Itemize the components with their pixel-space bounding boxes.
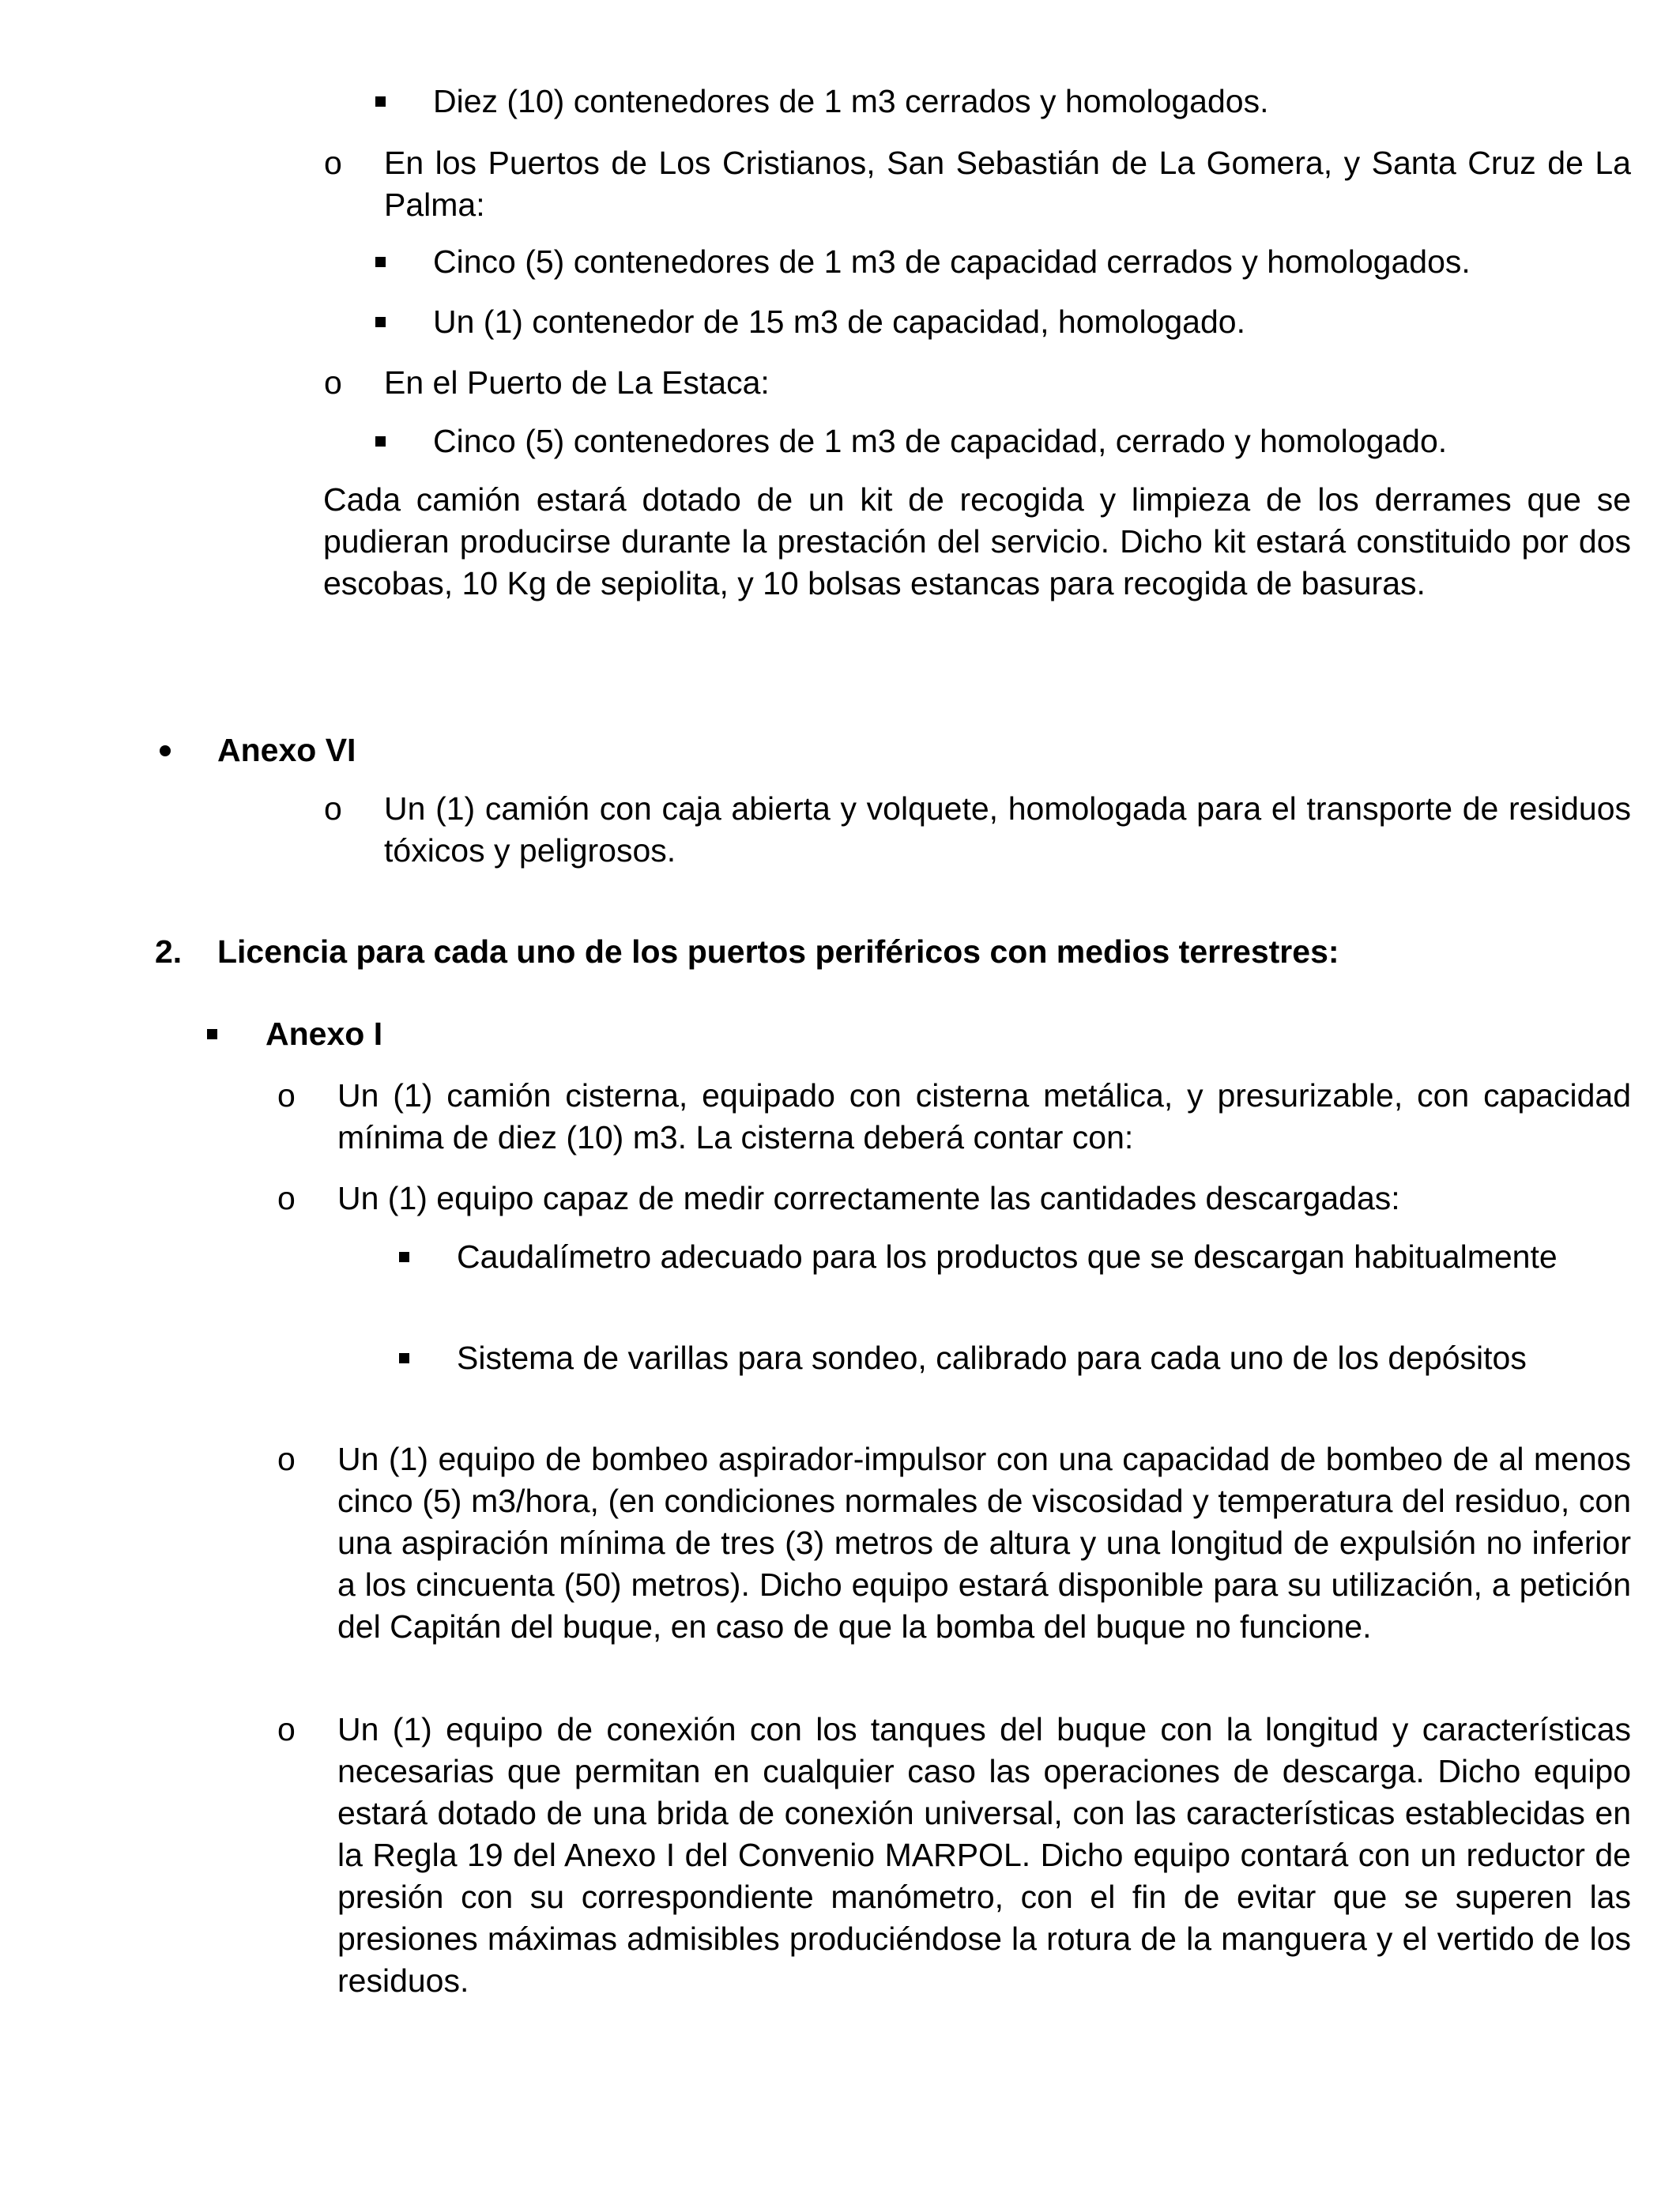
section-number: 2. <box>155 933 183 970</box>
square-bullet-icon <box>375 96 386 107</box>
list-item-varillas: Sistema de varillas para sondeo, calibrado para cada uno de los depósitos <box>457 1340 1527 1376</box>
square-bullet-icon <box>207 1029 217 1039</box>
circle-bullet-marker: o <box>324 790 342 827</box>
heading-anexo-vi: Anexo VI <box>217 732 356 768</box>
list-item-caudalimetro: Caudalímetro adecuado para los productos que se descargan habitualmente <box>457 1238 1558 1275</box>
square-bullet-icon <box>375 257 386 267</box>
heading-anexo-i: Anexo I <box>266 1016 383 1052</box>
circle-bullet-marker: o <box>324 364 342 401</box>
list-item-diez-contenedores: Diez (10) contenedores de 1 m3 cerrados y homologados. <box>433 83 1269 119</box>
list-item-puertos-cristianos: En los Puertos de Los Cristianos, San Sebastián de La Gomera, y Santa Cruz de La Palma: <box>384 145 1631 223</box>
circle-bullet-marker: o <box>277 1077 296 1114</box>
round-bullet-icon <box>160 745 171 756</box>
list-item-cinco-contenedores: Cinco (5) contenedores de 1 m3 de capacidad cerrados y homologados. <box>433 243 1471 280</box>
paragraph-kit-camion: Cada camión estará dotado de un kit de recogida y limpieza de los derrames que se pudieran producirse durante la prestación del servicio. Dicho kit estará constituido por dos escobas, 10 Kg de sepiolita, y 10 bolsas estancas para recogida de basuras. <box>323 481 1631 601</box>
list-item-un-contenedor: Un (1) contenedor de 15 m3 de capacidad, homologado. <box>433 303 1245 340</box>
section-title: Licencia para cada uno de los puertos periféricos con medios terrestres: <box>217 933 1339 970</box>
list-item-puerto-estaca: En el Puerto de La Estaca: <box>384 364 770 401</box>
list-item-camion-volquete: Un (1) camión con caja abierta y volquete, homologada para el transporte de residuos tóxicos y peligrosos. <box>384 790 1631 869</box>
list-item-equipo-conexion: Un (1) equipo de conexión con los tanques del buque con la longitud y características necesarias que permitan en cualquier caso las operaciones de descarga. Dicho equipo estará dotado de una brida de conexión universal, con las características establecidas en la Regla 19 del Anexo I del Convenio MARPOL. Dicho equipo contará con un reductor de presión con su correspondiente manómetro, con el fin de evitar que se superen las presiones máximas admisibles produciéndose la rotura de la manguera y el vertido de los residuos. <box>337 1711 1631 1999</box>
square-bullet-icon <box>399 1252 409 1262</box>
list-item-equipo-medir: Un (1) equipo capaz de medir correctamente las cantidades descargadas: <box>337 1180 1400 1216</box>
circle-bullet-marker: o <box>277 1441 296 1477</box>
circle-bullet-marker: o <box>324 145 342 181</box>
list-item-camion-cisterna: Un (1) camión cisterna, equipado con cisterna metálica, y presurizable, con capacidad mínima de diez (10) m3. La cisterna deberá contar con: <box>337 1077 1631 1155</box>
square-bullet-icon <box>375 436 386 447</box>
list-item-cinco-contenedores-estaca: Cinco (5) contenedores de 1 m3 de capacidad, cerrado y homologado. <box>433 423 1448 459</box>
circle-bullet-marker: o <box>277 1180 296 1216</box>
list-item-equipo-bombeo: Un (1) equipo de bombeo aspirador-impulsor con una capacidad de bombeo de al menos cinco (5) m3/hora, (en condiciones normales de viscosidad y temperatura del residuo, con una aspiración mínima de tres (3) metros de altura y una longitud de expulsión no inferior a los cincuenta (50) metros). Dicho equipo estará disponible para su utilización, a petición del Capitán del buque, en caso de que la bomba del buque no funcione. <box>337 1441 1631 1645</box>
circle-bullet-marker: o <box>277 1711 296 1747</box>
square-bullet-icon <box>399 1353 409 1363</box>
square-bullet-icon <box>375 317 386 327</box>
